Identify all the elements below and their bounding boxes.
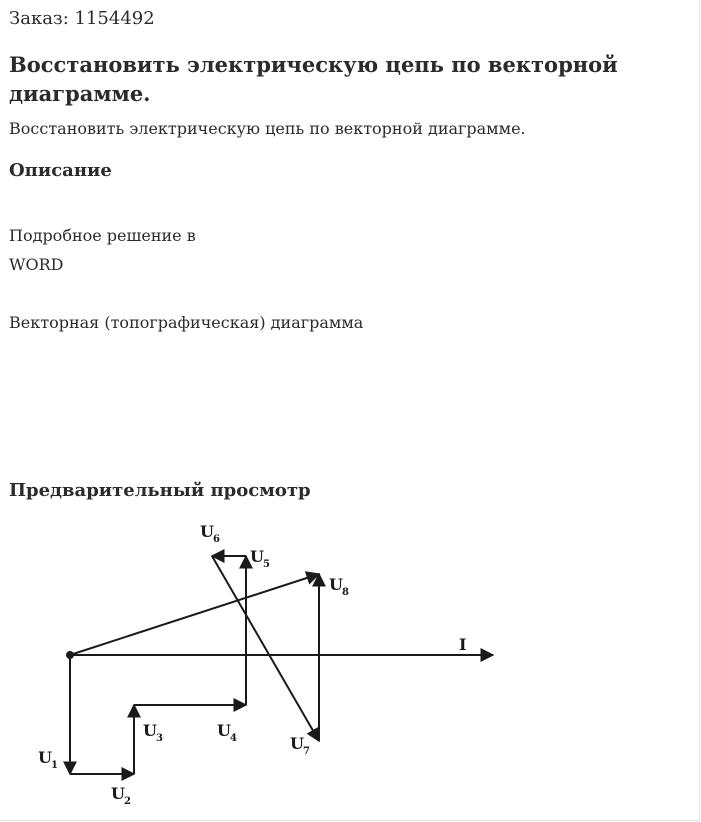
svg-text:U: U [329,575,343,594]
vector-u7 [212,556,319,741]
axis-label-i: I [459,635,467,654]
description-line-1: Подробное решение в [9,226,196,245]
svg-text:7: 7 [303,746,310,757]
page-title: Восстановить электрическую цепь по векторной диаграмме. [9,52,618,106]
label-u4 [217,721,237,744]
svg-text:2: 2 [124,796,131,807]
order-number: Заказ: 1154492 [9,8,155,29]
description-line-2: WORD [9,255,64,274]
svg-text:U: U [217,721,231,740]
label-u2 [111,784,131,807]
svg-text:U: U [38,748,52,767]
svg-text:U: U [250,547,264,566]
svg-text:U: U [200,522,214,541]
description-heading: Описание [9,160,112,181]
svg-text:8: 8 [342,587,349,598]
svg-text:5: 5 [263,559,270,570]
label-u7 [290,734,310,757]
svg-text:4: 4 [230,733,237,744]
svg-text:6: 6 [213,534,220,545]
svg-text:U: U [290,734,304,753]
svg-text:3: 3 [156,733,163,744]
vector-total [70,574,319,655]
label-u6 [200,522,220,545]
label-u8 [329,575,349,598]
svg-text:U: U [111,784,125,803]
label-u5 [250,547,270,570]
origin-point [66,651,74,659]
preview-heading: Предварительный просмотр [9,480,311,501]
svg-text:U: U [143,721,157,740]
description-line-3: Векторная (топографическая) диаграмма [9,313,364,332]
svg-text:1: 1 [51,760,58,771]
page-subtitle: Восстановить электрическую цепь по векторной диаграмме. [9,119,526,138]
label-u1 [38,748,58,771]
label-u3 [143,721,163,744]
vector-diagram [0,512,520,812]
